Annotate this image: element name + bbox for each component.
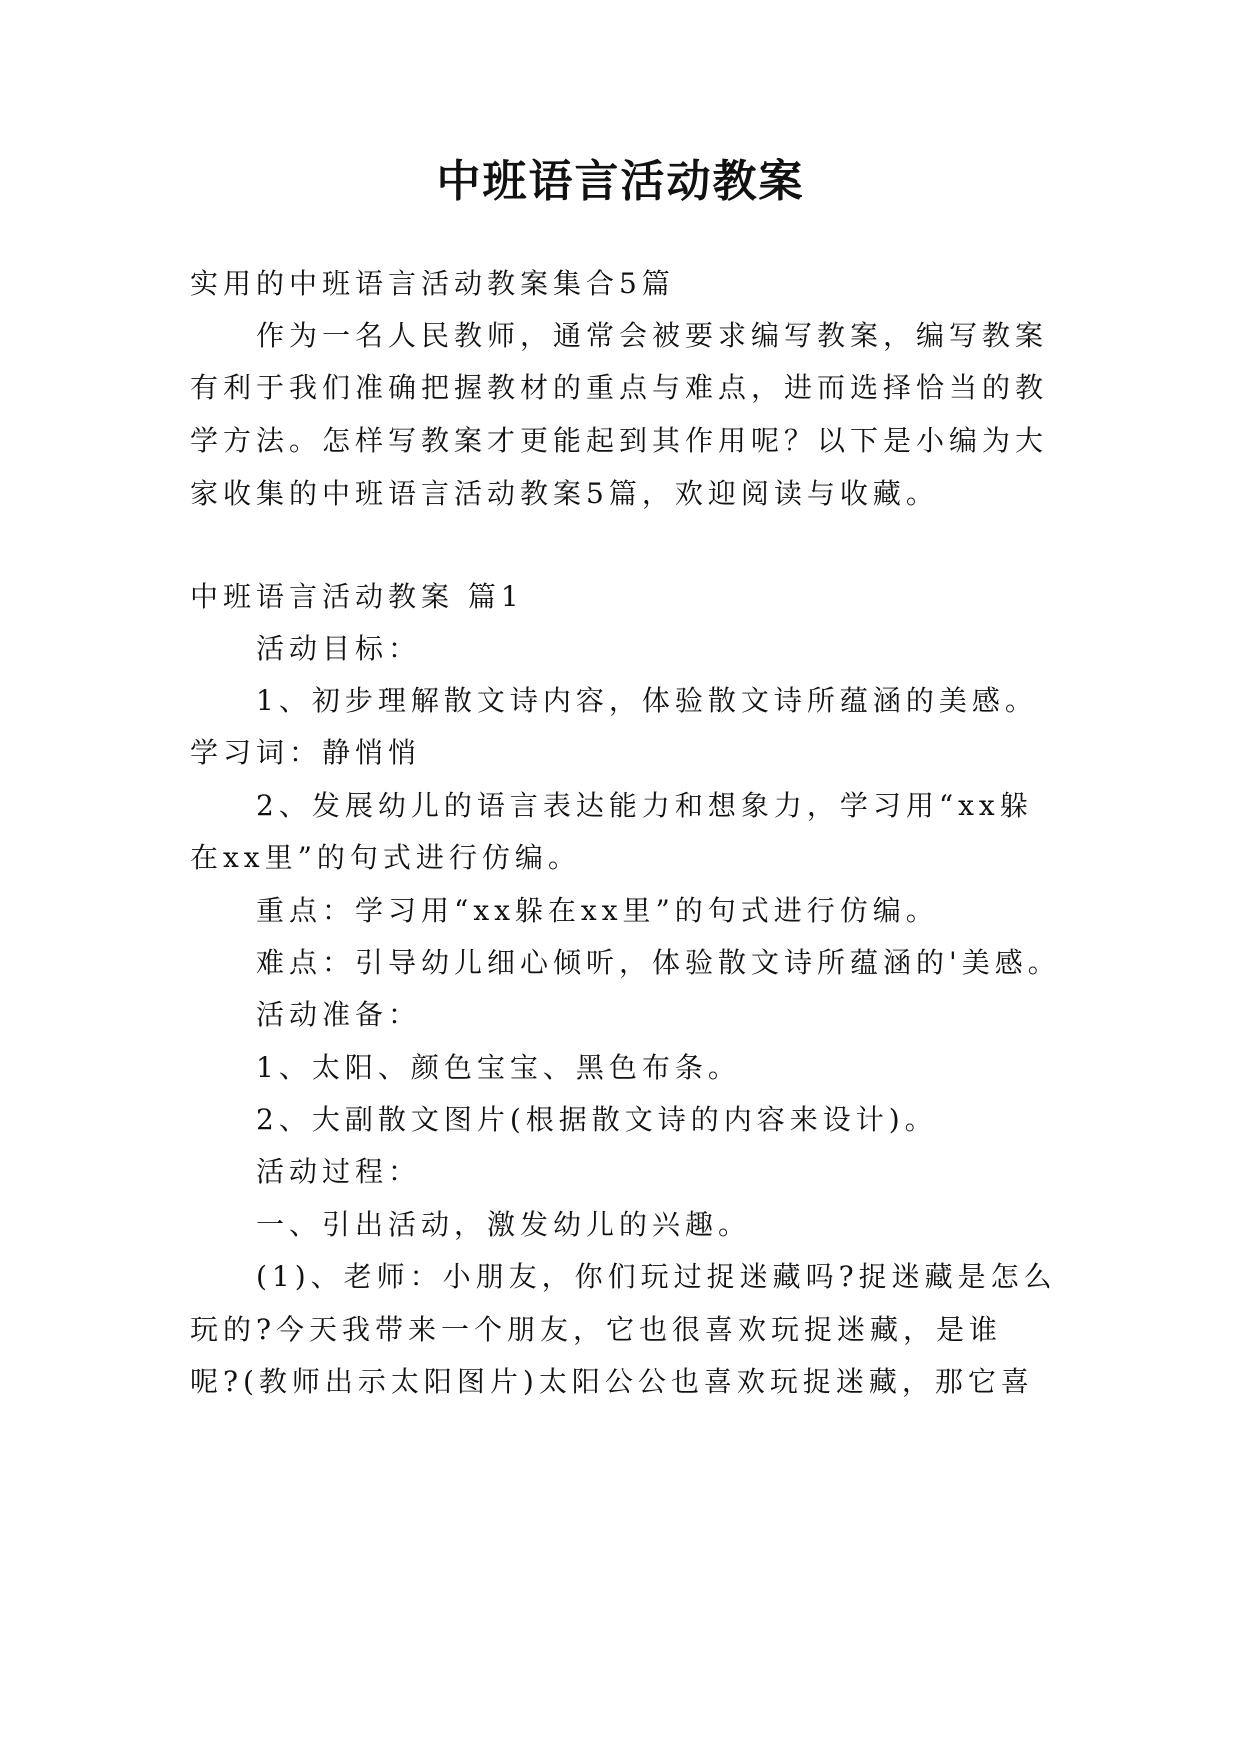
body-line: 玩的?今天我带来一个朋友，它也很喜欢玩捉迷藏，是谁 <box>190 1313 1003 1346</box>
body-line: (1)、老师：小朋友，你们玩过捉迷藏吗?捉迷藏是怎么 <box>256 1260 1057 1293</box>
body-line: 呢?(教师出示太阳图片)太阳公公也喜欢玩捉迷藏，那它喜 <box>190 1365 1034 1398</box>
body-line: 2、发展幼儿的语言表达能力和想象力，学习用“xx躲 <box>256 789 1033 822</box>
body-line: 1、太阳、颜色宝宝、黑色布条。 <box>256 1051 741 1084</box>
section-heading: 中班语言活动教案 篇1 <box>190 580 524 613</box>
body-line: 活动过程： <box>256 1155 422 1188</box>
intro-line: 家收集的中班语言活动教案5篇，欢迎阅读与收藏。 <box>190 477 939 510</box>
body-line: 学习词：静悄悄 <box>190 736 422 769</box>
body-line: 1、初步理解散文诗内容，体验散文诗所蕴涵的美感。 <box>256 684 1038 717</box>
body-line: 2、大副散文图片(根据散文诗的内容来设计)。 <box>256 1103 938 1136</box>
body-line: 重点：学习用“xx躲在xx里”的句式进行仿编。 <box>256 894 939 927</box>
intro-line: 有利于我们准确把握教材的重点与难点，进而选择恰当的教 <box>190 371 1049 404</box>
body-line: 活动准备： <box>256 998 422 1031</box>
body-line: 一、引出活动，激发幼儿的兴趣。 <box>256 1208 752 1241</box>
body-line: 活动目标： <box>256 632 422 665</box>
document-subtitle: 实用的中班语言活动教案集合5篇 <box>190 267 675 300</box>
intro-line: 学方法。怎样写教案才更能起到其作用呢？以下是小编为大 <box>190 424 1049 457</box>
document-title: 中班语言活动教案 <box>436 156 805 207</box>
body-line: 难点：引导幼儿细心倾听，体验散文诗所蕴涵的'美感。 <box>256 946 1061 979</box>
body-line: 在xx里”的句式进行仿编。 <box>190 841 581 874</box>
intro-line: 作为一名人民教师，通常会被要求编写教案，编写教案 <box>256 319 1049 352</box>
